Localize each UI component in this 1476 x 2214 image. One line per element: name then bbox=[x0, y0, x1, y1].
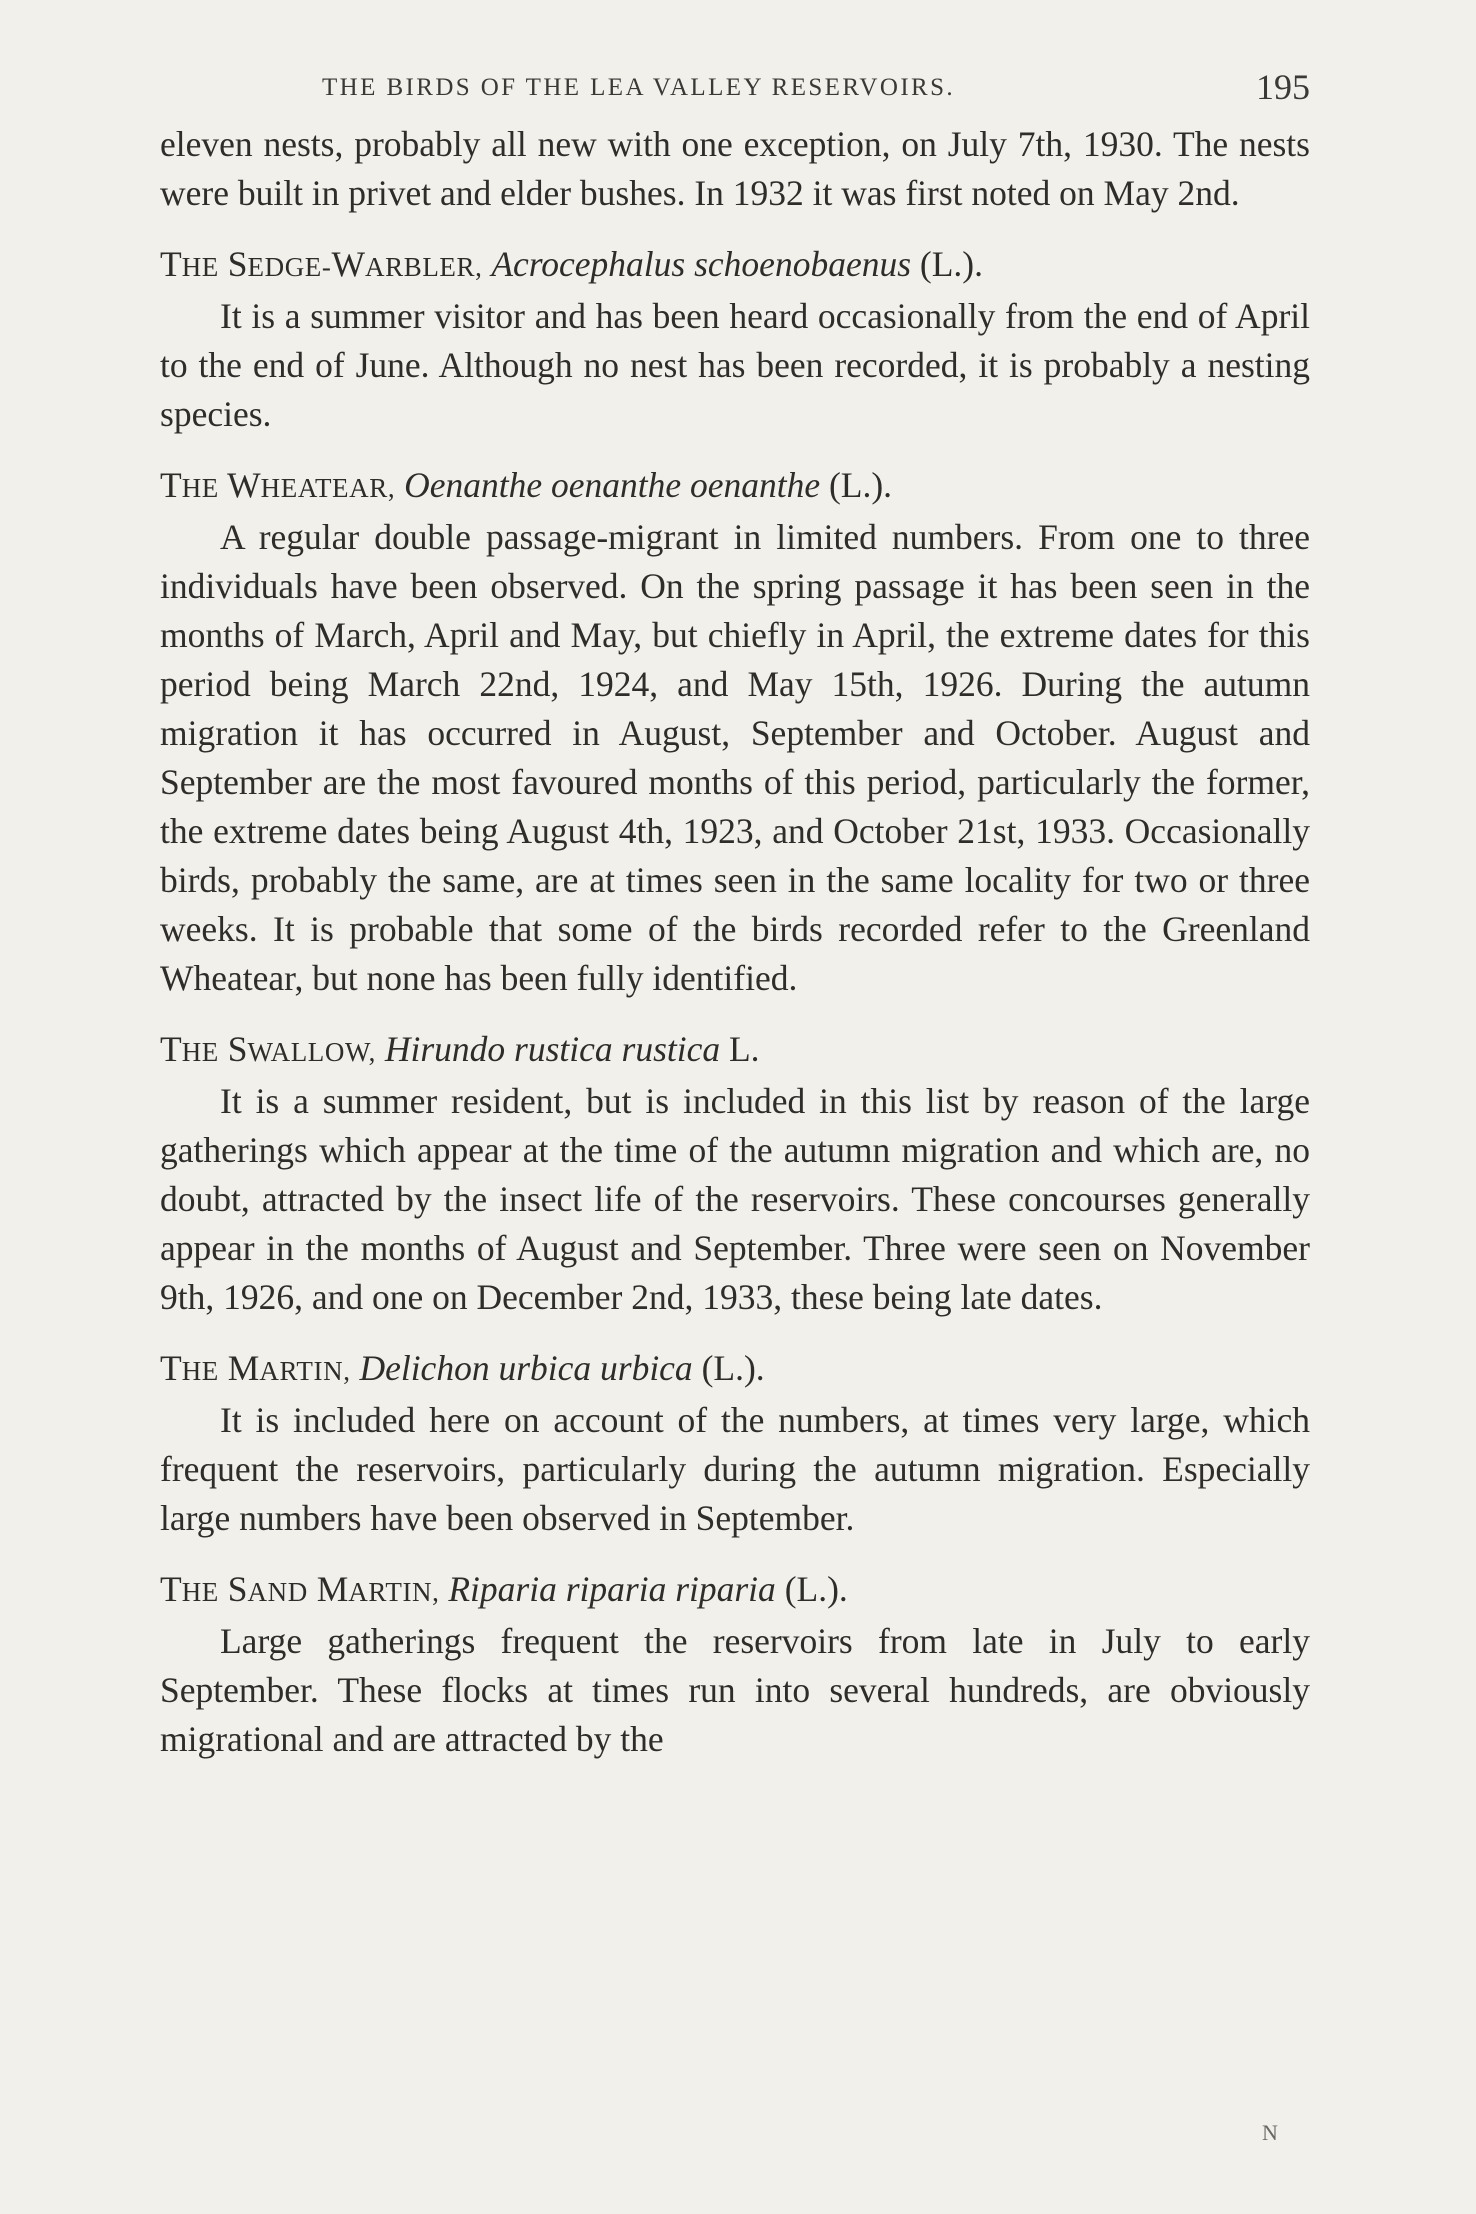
authority: (L.). bbox=[701, 1348, 765, 1388]
species-text: A regular double passage-migrant in limited numbers. From one to three individuals have been observed. On the spring passage it has been seen in the months of March, April and May, but chiefly in April, the extreme dates for this period being March 22nd, 1924, and May 15th, 1926. During the autumn migration it has occurred in August, September and October. August and September are the most favoured months of this period, particularly the former, the extreme dates being August 4th, 1923, and October 21st, 1933. Occasionally birds, probably the same, are at times seen in the same locality for two or three weeks. It is probable that some of the birds recorded refer to the Greenland Wheatear, but none has been fully identified. bbox=[160, 517, 1310, 998]
species-text: It is included here on account of the numbers, at times very large, which frequent the reservoirs, particularly during the autumn migration. Especially large numbers have been observed in September. bbox=[160, 1400, 1310, 1538]
latin-name: Hirundo rustica rustica bbox=[384, 1029, 721, 1069]
running-head bbox=[160, 60, 1310, 120]
latin-name: Oenanthe oenanthe oenanthe bbox=[404, 465, 821, 505]
species-heading: THE SWALLOW, Hirundo rustica rustica L. bbox=[160, 1029, 760, 1069]
species-heading: THE WHEATEAR, Oenanthe oenanthe oenanthe (L.). bbox=[160, 465, 893, 505]
running-title: THE BIRDS OF THE LEA VALLEY RESERVOIRS. bbox=[322, 74, 956, 101]
authority: (L.). bbox=[828, 465, 893, 505]
species-entry-martin bbox=[160, 1344, 1310, 1543]
signature-mark: N bbox=[1262, 2120, 1278, 2145]
latin-name: Delichon urbica urbica bbox=[359, 1348, 693, 1388]
species-heading: THE SAND MARTIN, Riparia riparia riparia (L.). bbox=[160, 1569, 848, 1609]
authority: (L.). bbox=[919, 244, 983, 284]
latin-name: Riparia riparia riparia bbox=[448, 1569, 776, 1609]
intro-paragraph: eleven nests, probably all new with one exception, on July 7th, 1930. The nests were built in privet and elder bushes. In 1932 it was first noted on May 2nd. bbox=[160, 124, 1310, 213]
species-heading: THE SEDGE-WARBLER, Acrocephalus schoenobaenus (L.). bbox=[160, 244, 983, 284]
species-text: Large gatherings frequent the reservoirs from late in July to early September. These flocks at times run into several hundreds, are obviously migrational and are attracted by the bbox=[160, 1621, 1310, 1759]
species-entry-sand-martin bbox=[160, 1565, 1310, 1764]
species-entry-wheatear bbox=[160, 461, 1310, 1003]
page-number: 195 bbox=[1256, 67, 1310, 107]
species-text: It is a summer resident, but is included in this list by reason of the large gatherings which appear at the time of the autumn migration and which are, no doubt, attracted by the insect life of the reservoirs. These concourses generally appear in the months of August and September. Three were seen on November 9th, 1926, and one on December 2nd, 1933, these being late dates. bbox=[160, 1081, 1310, 1317]
species-heading: THE MARTIN, Delichon urbica urbica (L.). bbox=[160, 1348, 765, 1388]
latin-name: Acrocephalus schoenobaenus bbox=[491, 244, 912, 284]
species-entry-swallow bbox=[160, 1025, 1310, 1322]
page bbox=[160, 60, 1310, 1764]
authority: L. bbox=[729, 1029, 760, 1069]
species-text: It is a summer visitor and has been heard occasionally from the end of April to the end of June. Although no nest has been recorded, it is probably a nesting species. bbox=[160, 296, 1310, 434]
authority: (L.). bbox=[784, 1569, 848, 1609]
species-entry-sedge-warbler bbox=[160, 240, 1310, 439]
